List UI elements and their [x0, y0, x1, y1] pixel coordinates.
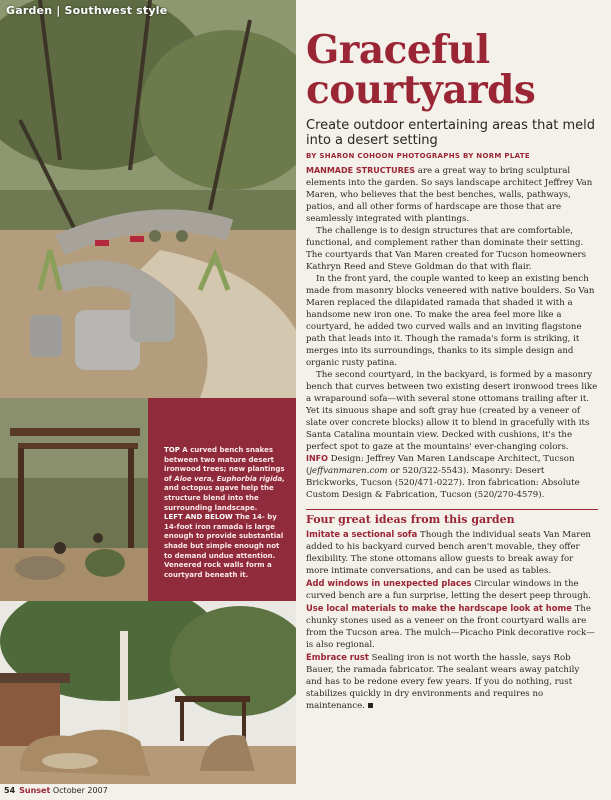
- photo-caption: [148, 398, 296, 601]
- magazine-name: Sunset: [19, 786, 51, 795]
- section-header: Garden | Southwest style: [6, 4, 168, 17]
- idea-item: [306, 577, 598, 602]
- info-text-post: or 520/322-5543). Masonry: Desert Brickworks, Tucson (520/471-0227). Iron fabrication: Absolute Custom Design & Fabrication, Tucson (520/270-4579).: [306, 466, 580, 500]
- idea-item: [306, 602, 598, 651]
- lead-in: MANMADE STRUCTURES: [306, 166, 415, 175]
- info-paragraph: [306, 453, 598, 501]
- idea-item: [306, 528, 598, 577]
- idea-heading: Add windows in unexpected places: [306, 578, 472, 588]
- body-paragraph-2: The challenge is to design structures that are comfortable, functional, and complement rather than dominate their setting. The courtyards that Van Maren created for Tucson homeowners Kathryn Reed and Steve Goldman do that with flair.: [306, 226, 587, 272]
- info-label: INFO: [306, 454, 328, 463]
- headline: Graceful courtyards: [306, 27, 536, 113]
- idea-item: [306, 651, 598, 712]
- caption-left-below-label: LEFT AND BELOW: [164, 513, 233, 522]
- info-website-link[interactable]: jeffvanmaren.com: [309, 466, 388, 476]
- section-divider: [306, 509, 598, 510]
- idea-text: The chunky stones used as a veneer on the front courtyard walls are from the Tucson area. The mulch—Picacho Pink decorative rock—is also regional.: [306, 604, 595, 650]
- idea-heading: Imitate a sectional sofa: [306, 529, 418, 539]
- caption-top-text-2: and octopus agave help the structure blend into the surrounding landscape.: [164, 484, 274, 512]
- idea-text: Though the individual seats Van Maren added to his backyard curved bench aren't movable, they offer flexibility. The stone ottomans allow guests to break away for more intimate conversations, and can be used as tables.: [306, 530, 591, 576]
- article: [306, 27, 598, 712]
- page-folio: [4, 786, 108, 795]
- idea-heading: Use local materials to make the hardscape look at home: [306, 603, 572, 613]
- caption-top-text-1: A curved bench snakes between two mature desert ironwood trees; new plantings of: [164, 446, 285, 483]
- ideas-title: Four great ideas from this garden: [306, 513, 515, 526]
- deck: Create outdoor entertaining areas that meld into a desert setting: [306, 118, 596, 148]
- idea-text: Circular windows in the curved bench are a fun surprise, letting the desert peep through.: [306, 579, 592, 601]
- byline: BY SHARON COHOON PHOTOGRAPHS BY NORM PLATE: [306, 152, 530, 160]
- idea-text: Sealing iron is not worth the hassle, says Rob Bauer, the ramada fabricator. The sealant wears away patchily and has to be redone every few years. If you do nothing, rust stabilizes quickly in dry environments and requires no maintenance.: [306, 653, 580, 711]
- idea-heading: Embrace rust: [306, 652, 369, 662]
- body-copy: [306, 165, 598, 501]
- end-mark: [368, 703, 373, 708]
- photo-ramada: [0, 398, 148, 601]
- caption-left-below-text: The 14- by 14-foot iron ramada is large enough to provide substantial shade but simple enough not to demand undue attention. Veneered rock walls form a courtyard beneath it.: [164, 513, 284, 579]
- caption-top-label: TOP: [164, 446, 180, 454]
- body-paragraph-4: The second courtyard, in the backyard, is formed by a masonry bench that curves between two existing desert ironwood trees like a wraparound sofa—with several stone ottomans trailing after it. Yet its sinuous shape and soft gray hue (created by a veneer of slate over concrete blocks) allow it to blend in gracefully with its Santa Catalina mountain view. Decked with cushions, it's the perfect spot to gaze at the mountains' ever-changing colors.: [306, 370, 598, 452]
- info-text-pre: Design: Jeffrey Van Maren Landscape Architect, Tucson (: [306, 454, 575, 476]
- photo-front-courtyard: [0, 601, 296, 784]
- ideas-sidebar: [306, 514, 598, 712]
- page-number: 54: [4, 786, 16, 795]
- body-paragraph-3: In the front yard, the couple wanted to keep an existing bench made from masonry blocks veneered with native boulders. So Van Maren replaced the dilapidated ramada that shaded it with a handsome new iron one. To make the area feel more like a courtyard, he added two curved walls and an inviting flagstone path that leads into it. Though the ramada's form is striking, it merges into its surroundings, thanks to its simple design and organic rusty patina.: [306, 274, 595, 368]
- issue-date: October 2007: [52, 786, 108, 795]
- body-paragraph-1: [306, 165, 598, 225]
- caption-top-plants: Aloe vera, Euphorbia rigida,: [174, 474, 285, 483]
- photo-backyard-curved-bench: [0, 0, 296, 398]
- body-paragraph-1-text: are a great way to bring sculptural elements into the garden. So says landscape architect Jeffrey Van Maren, who believes that the best benches, walls, pathways, patios, and all other forms of hardscape are those that are seamlessly integrated with plantings.: [306, 166, 593, 224]
